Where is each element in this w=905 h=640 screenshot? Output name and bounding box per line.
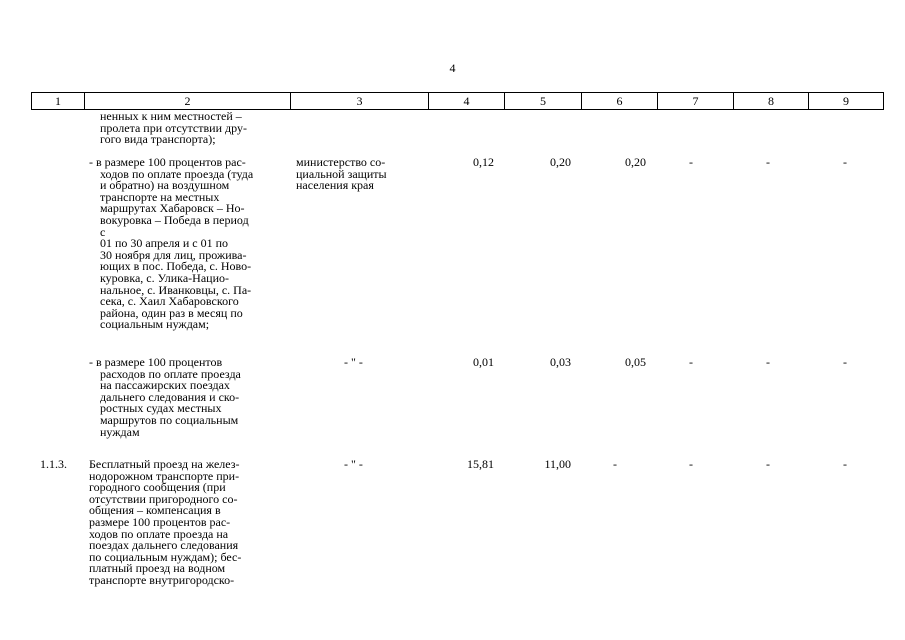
col-header-8: 8 [734,93,809,110]
row-b-value-8: - [766,355,770,369]
row-c-number: 1.1.3. [40,457,67,471]
col-header-1: 1 [32,93,85,110]
row-c-value-6: - [613,457,617,471]
col-header-6: 6 [582,93,658,110]
col-header-3: 3 [291,93,429,110]
row-b-value-4: 0,01 [473,355,494,369]
row-b-description: - в размере 100 процентов расходов по оплате проезда на пассажирских поездах дальнего следования и ско- ростных судах местных маршрутов по социальным нуждам [89,355,241,439]
col-header-2: 2 [85,93,291,110]
row-b-value-5: 0,03 [550,355,571,369]
row-c-value-8: - [766,457,770,471]
row-c-value-7: - [689,457,693,471]
column-header-row [31,92,884,110]
row-c-description: Бесплатный проезд на желез- нодорожном транспорте при- городного сообщения (при отсутствии пригородного со- общения – компенсация в размере 100 процентов рас- ходов по оплате проезда на поездах дальнего следования по социальным нуждам); бес- платный проезд на водном транспорте внутригородско- [89,457,242,587]
row-a-value-9: - [843,155,847,169]
row-c-value-4: 15,81 [467,457,494,471]
row-c-value-5: 11,00 [544,457,571,471]
row-a-value-6: 0,20 [625,155,646,169]
col-header-5: 5 [505,93,582,110]
row-b-value-9: - [843,355,847,369]
page-number: 4 [449,61,456,75]
row-b-value-6: 0,05 [625,355,646,369]
row-b-executor: - " - [344,355,363,369]
row-a-value-8: - [766,155,770,169]
col-header-9: 9 [809,93,884,110]
row-a-description: - в размере 100 процентов рас- ходов по оплате проезда (туда и обратно) на воздушном транспорте на местных маршрутах Хабаровск – Но- вокуровка – Победа в период с 01 по 30 апреля и с 01 по 30 ноября для лиц, прожива- ющих в пос. Победа, с. Ново- куровка, с. Улика-Нацио- нальное, с. Иванковцы, с. Па- сека, с. Хаил Хабаровского района, один раз в месяц по социальным нуждам; [89,155,254,332]
row-c-value-9: - [843,457,847,471]
continued-description: ненных к ним местностей – пролета при отсутствии дру- гого вида транспорта); [100,109,247,147]
row-a-value-7: - [689,155,693,169]
row-b-value-7: - [689,355,693,369]
row-a-value-4: 0,12 [473,155,494,169]
row-c-executor: - " - [344,457,363,471]
row-a-value-5: 0,20 [550,155,571,169]
col-header-4: 4 [429,93,505,110]
col-header-7: 7 [658,93,734,110]
row-a-executor: министерство со- циальной защиты населения края [296,155,387,193]
